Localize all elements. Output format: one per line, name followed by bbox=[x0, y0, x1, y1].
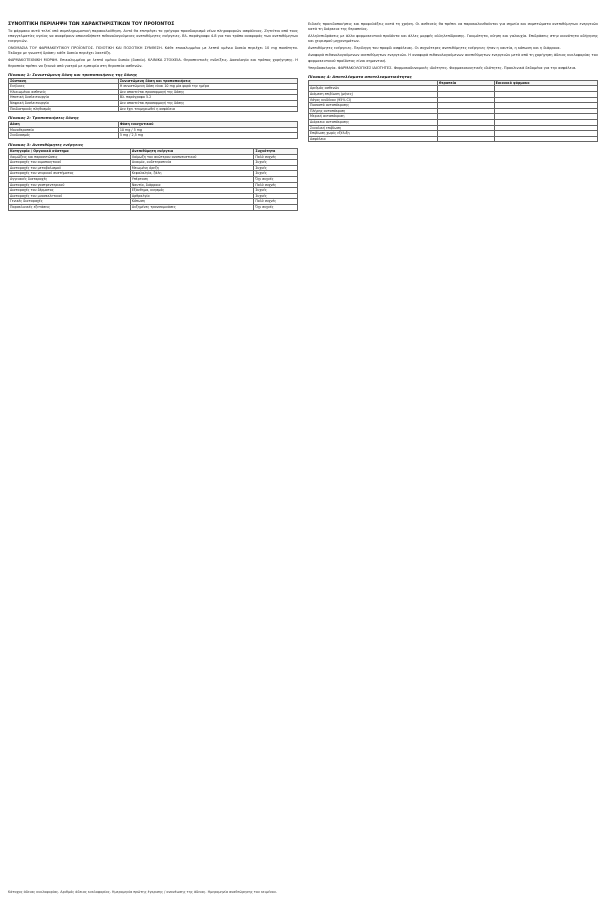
table-cell: Δεν απαιτείται προσαρμογή της δόσης bbox=[118, 89, 297, 95]
table-cell: Μερική ανταπόκριση bbox=[309, 114, 438, 120]
table-cell: Διαταραχές του μεταβολισμού bbox=[9, 165, 131, 171]
table-cell: Αναιμία, ουδετεροπενία bbox=[130, 160, 254, 166]
table-cell: Συχνές bbox=[254, 193, 298, 199]
table-cell: Όχι συχνές bbox=[254, 204, 298, 210]
table-cell: Δεν απαιτείται προσαρμογή της δόσης bbox=[118, 101, 297, 107]
adverse-reactions-table bbox=[8, 148, 298, 211]
paragraph: Υπερδοσολογία. ΦΑΡΜΑΚΟΛΟΓΙΚΕΣ ΙΔΙΟΤΗΤΕΣ. Φαρμακοδυναμικές ιδιότητες. Φαρμακοκινητικές ιδιότητες. Προκλινικά δεδομένα για την ασφάλεια. bbox=[308, 65, 577, 70]
table-cell: Κεφαλαλγία, ζάλη bbox=[130, 171, 254, 177]
table-row bbox=[9, 133, 298, 139]
table-cell: Αγγειακές διαταραχές bbox=[9, 176, 131, 182]
table-header: Συχνότητα bbox=[254, 149, 298, 155]
table-cell: Διαταραχές του δέρματος bbox=[9, 188, 131, 194]
table-header: Ανεπιθύμητη ενέργεια bbox=[130, 149, 254, 155]
table-cell: Όχι συχνές bbox=[254, 176, 298, 182]
table-caption: Πίνακας 4: Αποτελέσματα αποτελεσματικότητας bbox=[308, 73, 412, 79]
table-cell: Ναυτία, διάρροια bbox=[130, 182, 254, 188]
table-cell: Ηπατική δυσλειτουργία bbox=[9, 95, 119, 101]
table-cell: Αριθμός ασθενών bbox=[309, 86, 438, 92]
paragraph: Αλληλεπιδράσεις με άλλα φαρμακευτικά προϊόντα και άλλες μορφές αλληλεπίδρασης. Γονιμότητα, κύηση και γαλουχία. Επιδράσεις στην ικανότητα οδήγησης και χειρισμού μηχανημάτων. bbox=[308, 34, 598, 44]
table-cell: Διαταραχές του αιμοποιητικού bbox=[9, 160, 131, 166]
table-caption: Πίνακας 2: Τροποποιήσεις δόσης bbox=[8, 115, 79, 121]
right-column bbox=[308, 22, 598, 142]
paragraph: ΟΝΟΜΑΣΙΑ ΤΟΥ ΦΑΡΜΑΚΕΥΤΙΚΟΥ ΠΡΟΪΟΝΤΟΣ. ΠΟΙΟΤΙΚΗ ΚΑΙ ΠΟΣΟΤΙΚΗ ΣΥΝΘΕΣΗ. Κάθε επικαλυμμένο με λεπτό υμένιο δισκίο περιέχει 10 mg ποσότητα. Έκδοχα με γνωστή δράση: κάθε δισκίο περιέχει λακτόζη. bbox=[8, 46, 298, 56]
table-row bbox=[309, 136, 598, 142]
table-cell: Συχνές bbox=[254, 160, 298, 166]
left-column bbox=[8, 22, 298, 211]
table-cell: Λοίμωξη του ανώτερου αναπνευστικού bbox=[130, 154, 254, 160]
table-cell: Νεφρική δυσλειτουργία bbox=[9, 101, 119, 107]
table-cell: Εξάνθημα, κνησμός bbox=[130, 188, 254, 194]
paragraph: Το φάρμακο αυτό τελεί υπό συμπληρωματική παρακολούθηση. Αυτό θα επιτρέψει το γρήγορο προσδιορισμό νέων πληροφοριών ασφάλειας. Ζητείται από τους επαγγελματίες υγείας να αναφέρουν οποιεσδήποτε πιθανολογούμενες ανεπιθύμητες ενέργειες. Βλ. παράγραφο 4.8 για τον τρόπο αναφοράς των ανεπιθύμητων ενεργειών. bbox=[8, 29, 298, 44]
table-cell: Διαταραχές του μυοσκελετικού bbox=[9, 193, 131, 199]
table-cell: Βλ. παράγραφο 5.2 bbox=[118, 95, 297, 101]
table-cell: Λόγος κινδύνου (95% CI) bbox=[309, 97, 438, 103]
table-header: Θεραπεία bbox=[437, 80, 494, 86]
table-cell: Πολύ συχνές bbox=[254, 182, 298, 188]
document-title: ΣΥΝΟΠΤΙΚΗ ΠΕΡΙΛΗΨΗ ΤΩΝ ΧΑΡΑΚΤΗΡΙΣΤΙΚΩΝ ΤΟΥ ΠΡΟΪΟΝΤΟΣ bbox=[8, 22, 175, 27]
table-cell: Ηλικιωμένοι ασθενείς bbox=[9, 89, 119, 95]
table-header: Δόση bbox=[9, 122, 119, 128]
efficacy-table bbox=[308, 80, 598, 143]
table-cell: Παρακλινικές εξετάσεις bbox=[9, 204, 131, 210]
table-cell: Πλήρης ανταπόκριση bbox=[309, 108, 438, 114]
table-header: Συνιστώμενη δόση και τροποποιήσεις bbox=[118, 78, 297, 84]
table-cell bbox=[494, 136, 597, 142]
table-cell: Πολύ συχνές bbox=[254, 154, 298, 160]
dose-table bbox=[8, 78, 298, 113]
paragraph: ΦΑΡΜΑΚΟΤΕΧΝΙΚΗ ΜΟΡΦΗ. Επικαλυμμένο με λεπτό υμένιο δισκίο (δισκίο). ΚΛΙΝΙΚΑ ΣΤΟΙΧΕΙΑ. Θεραπευτικές ενδείξεις. Δοσολογία και τρόπος χορήγησης. Η θεραπεία πρέπει να ξεκινά από γιατρό με εμπειρία στη θεραπεία ασθενών. bbox=[8, 58, 298, 68]
table-header: Σύσταση bbox=[9, 78, 119, 84]
table-cell bbox=[437, 136, 494, 142]
table-cell: Αυξημένες τρανσαμινάσες bbox=[130, 204, 254, 210]
table-caption: Πίνακας 1: Συνιστώμενη δόση και τροποποιήσεις της δόσης bbox=[8, 71, 138, 77]
table-cell: Ποσοστό ανταπόκρισης bbox=[309, 103, 438, 109]
table-cell: Επιβίωση χωρίς εξέλιξη bbox=[309, 131, 438, 137]
table-row bbox=[9, 204, 298, 210]
table-cell: Συχνές bbox=[254, 188, 298, 194]
table-cell: Συχνές bbox=[254, 165, 298, 171]
table-row bbox=[9, 106, 298, 112]
table-cell: Παιδιατρικός πληθυσμός bbox=[9, 106, 119, 112]
table-caption: Πίνακας 3: Ανεπιθύμητες ενέργειες bbox=[8, 142, 84, 147]
table-header: Εικονικό φάρμακο bbox=[494, 80, 597, 86]
table-header: Κατηγορία / Οργανικό σύστημα bbox=[9, 149, 131, 155]
table-cell: Διάρκεια ανταπόκρισης bbox=[309, 119, 438, 125]
table-cell: Ενήλικες bbox=[9, 84, 119, 90]
table-cell: Διάμεση επιβίωση (μήνες) bbox=[309, 91, 438, 97]
table-cell: Αρθραλγία bbox=[130, 193, 254, 199]
paragraph: Αναφορά πιθανολογούμενων ανεπιθύμητων ενεργειών. Η αναφορά πιθανολογούμενων ανεπιθύμητων ενεργειών μετά από τη χορήγηση άδειας κυκλοφορίας του φαρμακευτικού προϊόντος είναι σημαντική. bbox=[308, 53, 598, 63]
table-cell: 10 mg / 5 mg bbox=[118, 127, 297, 133]
table-cell: Υπέρταση bbox=[130, 176, 254, 182]
table-cell: Η συνιστώμενη δόση είναι 10 mg μία φορά την ημέρα bbox=[118, 84, 297, 90]
table-header: Φάση ενισχυτικού bbox=[118, 122, 297, 128]
table-cell: Συνολική επιβίωση bbox=[309, 125, 438, 131]
table-cell: Κόπωση bbox=[130, 199, 254, 205]
dose-modification-table bbox=[8, 121, 298, 139]
table-cell: Συχνές bbox=[254, 171, 298, 177]
table-cell: Λοιμώξεις και παρασιτώσεις bbox=[9, 154, 131, 160]
page-footer: Κάτοχος άδειας κυκλοφορίας. Αριθμός άδειας κυκλοφορίας. Ημερομηνία πρώτης έγκρισης / ανανέωσης της άδειας. Ημερομηνία αναθεώρησης του κειμένου. bbox=[8, 890, 277, 895]
table-cell: Διαταραχές του γαστρεντερικού bbox=[9, 182, 131, 188]
table-cell: 5 mg / 2,5 mg bbox=[118, 133, 297, 139]
paragraph: Ανεπιθύμητες ενέργειες. Περίληψη του προφίλ ασφάλειας. Οι συχνότερες ανεπιθύμητες ενέργειες ήταν η ναυτία, η κόπωση και η διάρροια. bbox=[308, 46, 561, 51]
table-cell: Δεν έχει τεκμηριωθεί η ασφάλεια bbox=[118, 106, 297, 112]
paragraph: Ειδικές προειδοποιήσεις και προφυλάξεις κατά τη χρήση. Οι ασθενείς θα πρέπει να παρακολουθούνται για σημεία και συμπτώματα ανεπιθύμητων ενεργειών κατά τη διάρκεια της θεραπείας. bbox=[308, 22, 598, 32]
table-cell: Μονοθεραπεία bbox=[9, 127, 119, 133]
table-cell: Διαταραχές του νευρικού συστήματος bbox=[9, 171, 131, 177]
table-cell: Μειωμένη όρεξη bbox=[130, 165, 254, 171]
table-cell: Γενικές διαταραχές bbox=[9, 199, 131, 205]
table-cell: Πολύ συχνές bbox=[254, 199, 298, 205]
table-cell: Ασφάλεια bbox=[309, 136, 438, 142]
table-cell: Συνδυασμός bbox=[9, 133, 119, 139]
